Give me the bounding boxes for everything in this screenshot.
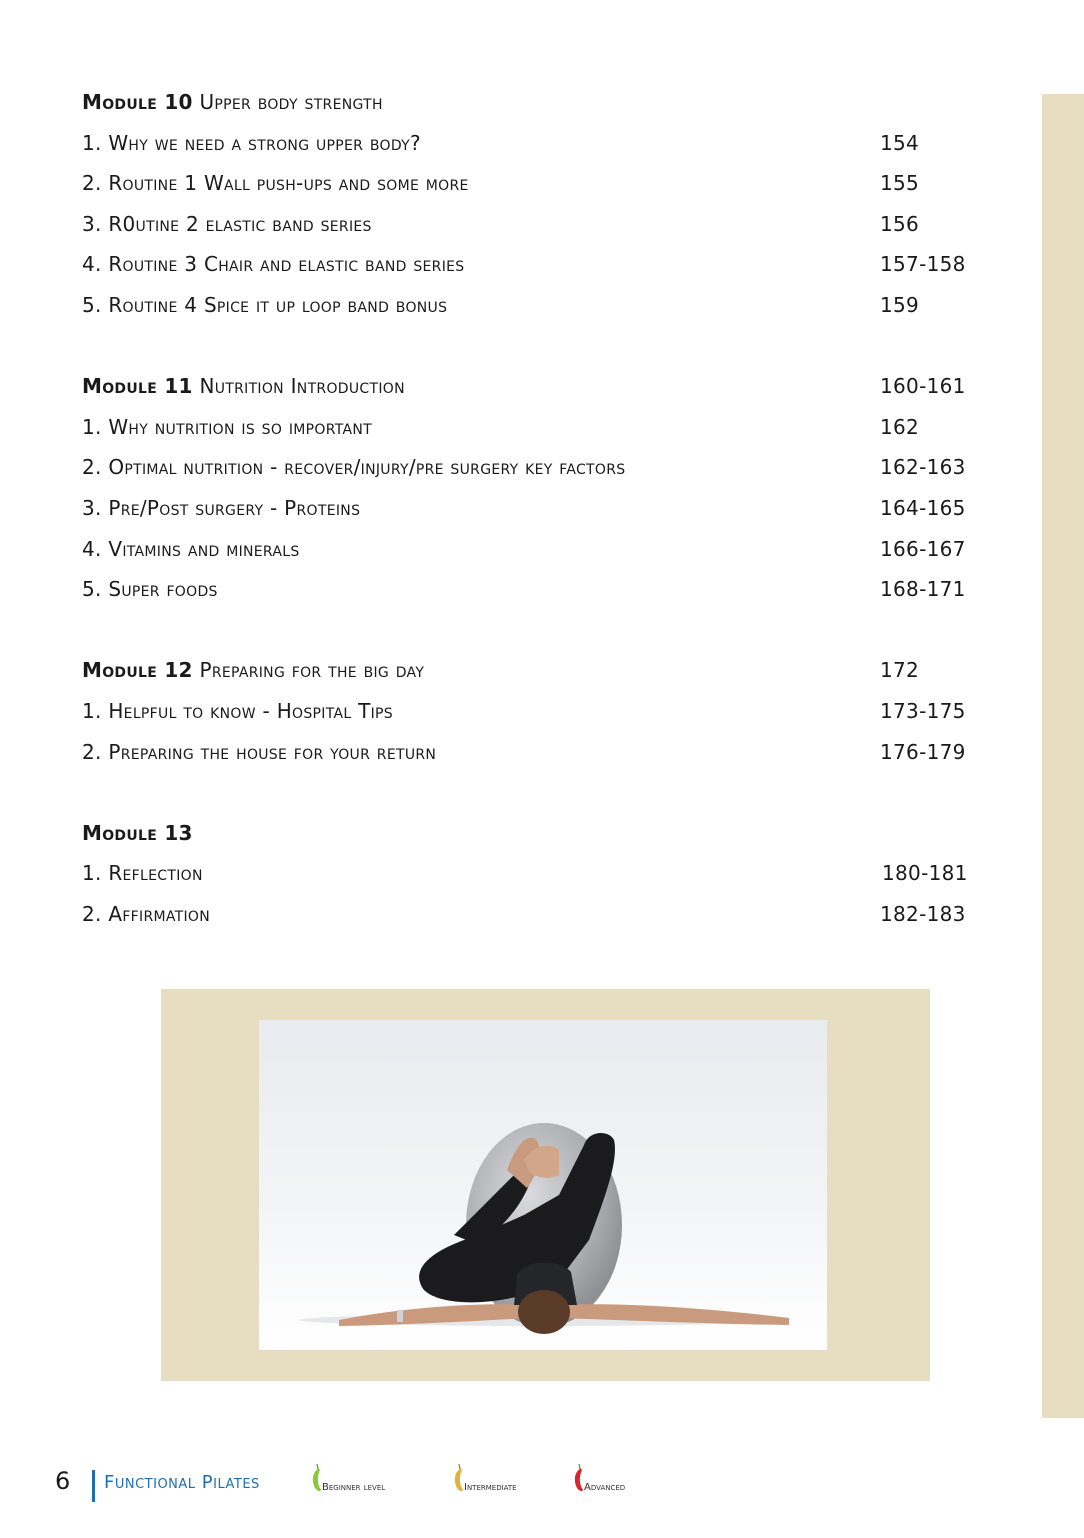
toc-entry[interactable] (82, 449, 982, 490)
toc-entry-page: 164-165 (880, 495, 966, 520)
toc-entry-title: 2. Optimal nutrition - recover/injury/pre surgery key factors (82, 455, 626, 480)
module-label: Module 11 (82, 374, 193, 399)
toc-entry-title: 1. Why nutrition is so important (82, 414, 372, 439)
toc-entry-title: 1. Helpful to know - Hospital Tips (82, 698, 393, 723)
section-spacer (82, 774, 982, 815)
footer-divider (92, 1470, 95, 1502)
toc-entry-page: 157-158 (880, 252, 966, 277)
photo-frame (161, 989, 930, 1381)
module-heading-12[interactable] (82, 652, 982, 693)
toc-entry[interactable] (82, 855, 982, 896)
toc-entry-page: 155 (880, 171, 920, 196)
toc-entry-title: 2. Routine 1 Wall push-ups and some more (82, 171, 469, 196)
legend-label: Advanced (584, 1482, 626, 1493)
toc-entry-title: 1. Reflection (82, 861, 203, 886)
page-footer (0, 1462, 1084, 1512)
toc-entry-page: 182-183 (880, 901, 966, 926)
toc-entry[interactable] (82, 409, 982, 450)
module-name: Nutrition Introduction (199, 374, 405, 399)
toc-entry-page: 154 (880, 130, 920, 155)
page-number: 6 (55, 1467, 71, 1495)
legend-label: Beginner level (322, 1482, 386, 1493)
module-name: Preparing for the big day (199, 658, 425, 683)
toc-entry-title: 3. Pre/Post surgery - Proteins (82, 495, 361, 520)
toc-entry[interactable] (82, 287, 982, 328)
toc-entry-title: 2. Preparing the house for your return (82, 739, 437, 764)
module-page: 172 (880, 658, 920, 683)
decorative-sidebar-strip (1042, 94, 1084, 1418)
yellow-chili-icon (451, 1464, 465, 1494)
toc-entry[interactable] (82, 490, 982, 531)
book-title: Functional Pilates (104, 1472, 260, 1493)
toc-entry[interactable] (82, 125, 982, 166)
green-chili-icon (309, 1464, 323, 1494)
table-of-contents (82, 84, 982, 936)
section-spacer (82, 612, 982, 653)
toc-entry[interactable] (82, 246, 982, 287)
toc-entry-page: 168-171 (880, 577, 966, 602)
section-spacer (82, 328, 982, 369)
module-heading-10[interactable] (82, 84, 982, 125)
toc-entry-page: 159 (880, 292, 920, 317)
module-heading-13[interactable] (82, 815, 982, 856)
toc-entry[interactable] (82, 206, 982, 247)
module-heading-11[interactable] (82, 368, 982, 409)
toc-entry-title: 1. Why we need a strong upper body? (82, 130, 421, 155)
toc-entry-page: 173-175 (880, 698, 966, 723)
module-name: Upper body strength (199, 90, 383, 114)
toc-entry-page: 176-179 (880, 739, 966, 764)
toc-entry-title: 2. Affirmation (82, 901, 211, 926)
toc-entry[interactable] (82, 531, 982, 572)
toc-entry-page: 156 (880, 211, 920, 236)
module-label: Module 13 (82, 820, 193, 845)
toc-entry[interactable] (82, 896, 982, 937)
red-chili-icon (571, 1464, 585, 1494)
toc-entry-page: 180-181 (882, 861, 968, 886)
toc-entry-title: 4. Vitamins and minerals (82, 536, 300, 561)
legend-label: Intermediate (464, 1482, 517, 1493)
woman-with-exercise-ball-illustration (259, 1020, 827, 1350)
pilates-photo (259, 1020, 827, 1350)
toc-entry[interactable] (82, 571, 982, 612)
module-label: Module 10 (82, 90, 193, 114)
toc-entry-title: 3. R0utine 2 elastic band series (82, 211, 372, 236)
module-label: Module 12 (82, 658, 193, 683)
toc-entry[interactable] (82, 165, 982, 206)
module-page: 160-161 (880, 374, 966, 399)
toc-entry[interactable] (82, 693, 982, 734)
toc-entry-title: 4. Routine 3 Chair and elastic band series (82, 252, 465, 277)
toc-entry-page: 162 (880, 414, 920, 439)
toc-entry-title: 5. Routine 4 Spice it up loop band bonus (82, 292, 448, 317)
toc-entry[interactable] (82, 734, 982, 775)
toc-entry-page: 162-163 (880, 455, 966, 480)
toc-entry-title: 5. Super foods (82, 577, 218, 602)
toc-entry-page: 166-167 (880, 536, 966, 561)
